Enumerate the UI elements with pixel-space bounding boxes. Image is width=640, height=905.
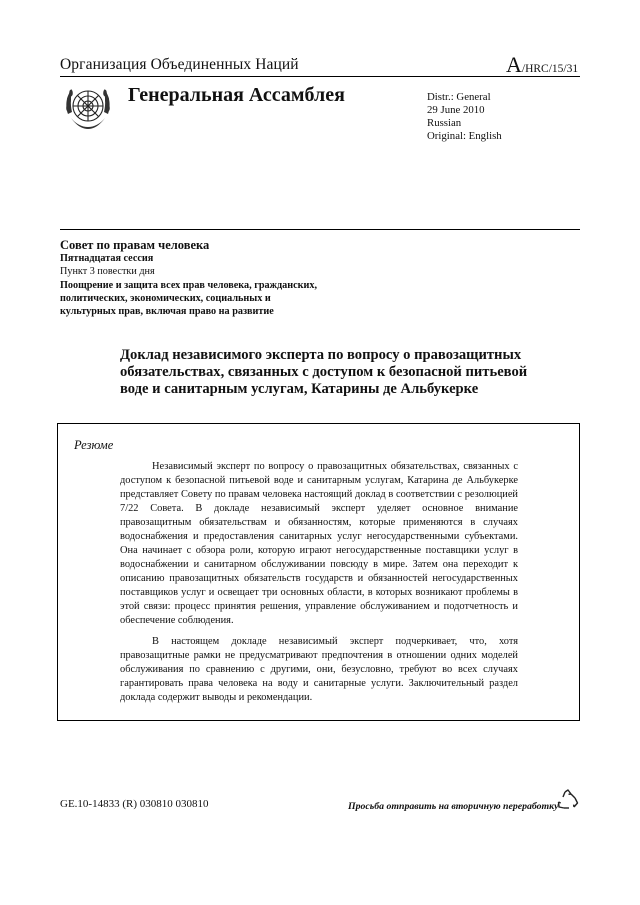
report-title: Доклад независимого эксперта по вопросу о правозащитных обязательствах, связанных с доступом к безопасной питьевой воде и санитарным услугам, Катарины де Альбукерке bbox=[120, 347, 528, 397]
council-name: Совет по правам человека bbox=[60, 238, 210, 252]
summary-paragraph: Независимый эксперт по вопросу о правозащитных обязательствах, связанных с доступом к безопасной питьевой воде и санитарным услугам, Катарина де Альбукерке представляет Совету по правам человека настоящий доклад в соответствии с резолюцией 7/22 Совета. В докладе независимый эксперт уделяет основное внимание правозащитным обязательствам и обязанностям, которые применяются в случаях водоснабжения и предоставления санитарных услуг негосударственными субъектами. Она начинает с обзора роли, которую играют негосударственные поставщики услуг в водоснабжении и санитарном обслуживании повсюду в мире. Затем она переходит к описанию правозащитных обязательств государств и обязанностей негосударственных поставщиков услуг и освещает три основных области, в которых возникают проблемы в этой связи: процесс принятия решения, управление обслуживанием и подотчетность и обеспечение соблюдения. bbox=[120, 461, 518, 626]
session-number: Пятнадцатая сессия bbox=[60, 253, 154, 264]
agenda-title: Поощрение и защита всех прав человека, гражданских, политических, экономических, социальных и культурных прав, включая право на развитие bbox=[60, 280, 318, 317]
organization-name: Организация Объединенных Наций bbox=[60, 56, 299, 73]
document-date: 29 June 2010 bbox=[427, 104, 485, 116]
document-language: Russian bbox=[427, 117, 462, 129]
distribution-info bbox=[427, 91, 502, 143]
document-job-number: GE.10-14833 (R) 030810 030810 bbox=[60, 798, 209, 810]
un-emblem-icon bbox=[62, 80, 114, 132]
document-symbol-number: /HRC/15/31 bbox=[521, 63, 579, 75]
original-language: Original: English bbox=[427, 130, 502, 142]
distribution-type: Distr.: General bbox=[427, 91, 491, 103]
recycle-note: Просьба отправить на вторичную переработку bbox=[348, 801, 559, 812]
document-symbol-letter: A bbox=[506, 52, 522, 77]
summary-paragraph: В настоящем докладе независимый эксперт подчеркивает, что, хотя правозащитные рамки не предусматривают предпочтения в отношении одних моделей обслуживания по сравнению с другими, они, безусловно, требуют во всех случаях гарантировать права человека на воду и санитарные услуги. Заключительный раздел доклада содержит выводы и рекомендации. bbox=[120, 636, 518, 703]
summary-heading: Резюме bbox=[74, 438, 114, 452]
recycle-icon bbox=[556, 788, 580, 812]
section-rule bbox=[60, 229, 580, 230]
document-symbol bbox=[506, 52, 578, 78]
header-rule bbox=[60, 76, 580, 77]
assembly-title: Генеральная Ассамблея bbox=[128, 84, 345, 106]
agenda-item: Пункт 3 повестки дня bbox=[60, 266, 155, 277]
